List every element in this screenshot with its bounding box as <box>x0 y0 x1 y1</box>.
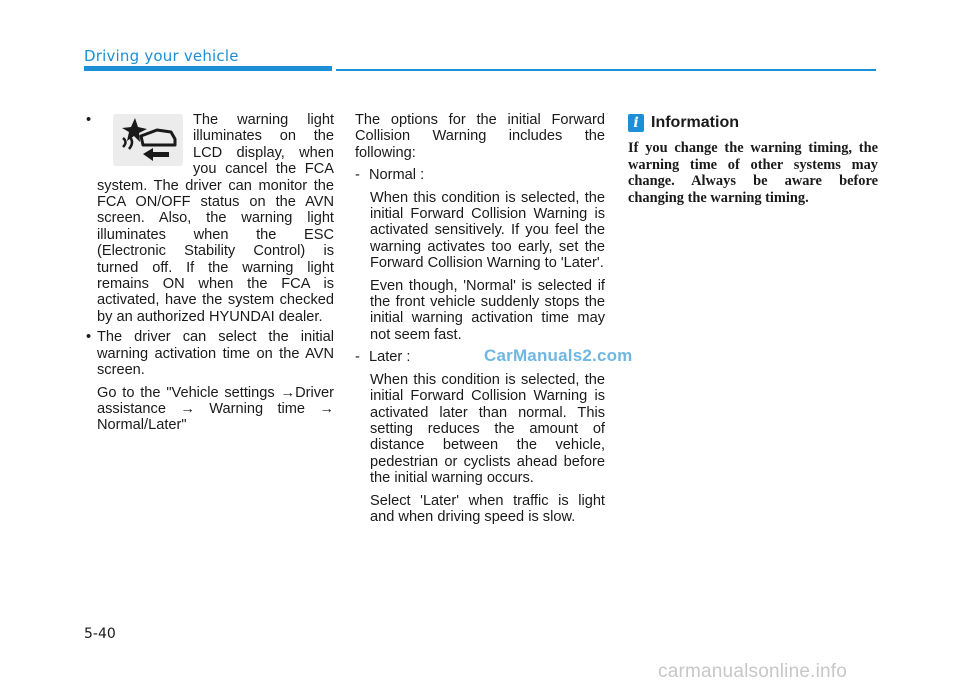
header-rule-thin <box>336 69 876 71</box>
option-normal <box>355 167 605 183</box>
dash-mark: - <box>355 349 360 366</box>
settings-path-paragraph: Go to the "Vehicle settings →Driver assistance → Warning time → Normal/Later" <box>97 384 334 434</box>
site-watermark: CarManuals2.com <box>484 346 633 365</box>
option-later-paragraph-2: Select 'Later' when traffic is light and when driving speed is slow. <box>370 492 605 525</box>
option-normal-label: Normal : <box>369 167 425 184</box>
footer-watermark: carmanualsonline.info <box>658 661 848 682</box>
information-text: If you change the warning timing, the warning time of other systems may change. Always be aware before changing the warning timing. <box>628 140 878 206</box>
column-middle <box>355 112 605 525</box>
option-later-label: Later : <box>369 349 411 366</box>
bullet-dot: • <box>86 112 92 128</box>
section-title: Driving your vehicle <box>84 47 239 65</box>
option-later-paragraph-1: When this condition is selected, the initial Forward Collision Warning is activated later than normal. This setting reduces the amount of distance between the vehicle, pedestrian or cyclists ahead before the initial warning occurs. <box>370 371 605 487</box>
fca-warning-light-icon <box>113 114 183 166</box>
bullet-warning-light <box>84 112 334 325</box>
column-left <box>84 112 334 434</box>
warning-timing-paragraph: The driver can select the initial warning activation time on the AVN screen. <box>97 329 334 379</box>
warning-light-paragraph: The warning light illuminates on the LCD display, when you cancel the FCA system. The driver can monitor the FCA ON/OFF status on the AVN screen. Also, the warning light illuminates when the ESC (Electronic Stability Control) is turned off. If the warning light remains ON when the FCA is activated, have the system checked by an authorized HYUNDAI dealer. <box>97 112 334 325</box>
option-normal-paragraph-1: When this condition is selected, the initial Forward Collision Warning is activated sensitively. If you feel the warning activates too early, set the Forward Collision Warning to 'Later'. <box>370 189 605 272</box>
header-rule-thick <box>84 66 332 71</box>
bullet-warning-timing <box>84 329 334 433</box>
option-normal-paragraph-2: Even though, 'Normal' is selected if the front vehicle suddenly stops the initial warning activation time may not seem fast. <box>370 277 605 343</box>
bullet-dot: • <box>86 329 92 346</box>
options-intro-paragraph: The options for the initial Forward Collision Warning includes the following: <box>355 112 605 161</box>
option-normal-body <box>355 190 605 344</box>
information-icon: i <box>628 114 644 132</box>
dash-mark: - <box>355 167 360 184</box>
information-title: Information <box>651 113 739 131</box>
page-number: 5-40 <box>84 626 116 642</box>
information-box <box>628 114 878 206</box>
information-header <box>628 114 878 132</box>
option-later-body <box>355 372 605 526</box>
